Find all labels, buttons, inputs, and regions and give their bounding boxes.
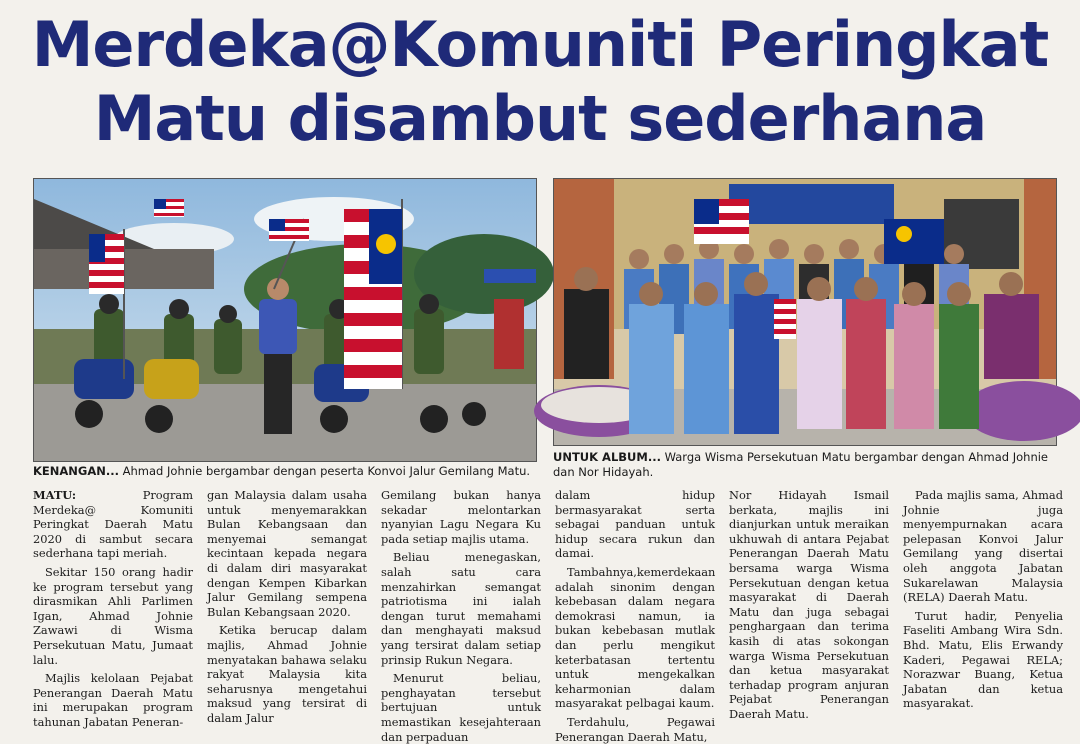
article-column-2 (207, 488, 367, 725)
headline-line-2: Matu disambut sederhana (93, 82, 987, 155)
photo-konvoi (33, 178, 537, 462)
article-paragraph: Menurut beliau, penghayatan tersebut bertujuan untuk memastikan kesejahteraan dan perpaduan (381, 671, 541, 744)
caption-group-lead: UNTUK ALBUM... (553, 450, 661, 464)
article-paragraph: Terdahulu, Pegawai Penerangan Daerah Matu, (555, 714, 715, 744)
article-paragraph: gan Malaysia dalam usaha untuk menyemarakkan Bulan Kebangsaan dan menyemai semangat kecintaan kepada negara di dalam diri masyarakat dengan Kempen Kibarkan Jalur Gemilang sempena Bulan Kebangsaan 2020. (207, 488, 367, 619)
article-column-5 (729, 488, 889, 721)
article-body (33, 488, 1063, 744)
article-column-3 (381, 488, 541, 744)
caption-group (553, 450, 1053, 480)
caption-group-text: Warga Wisma Persekutuan Matu bergambar dengan Ahmad Johnie dan Nor Hidayah. (553, 450, 1048, 479)
article-paragraph (33, 488, 193, 561)
caption-konvoi-text: Ahmad Johnie bergambar dengan peserta Konvoi Jalur Gemilang Matu. (119, 464, 531, 478)
caption-konvoi-lead: KENANGAN... (33, 464, 119, 478)
headline-line-1: Merdeka@Komuniti Peringkat (31, 8, 1049, 81)
article-paragraph: Sekitar 150 orang hadir ke program tersebut yang dirasmikan Ahli Parlimen Igan, Ahmad Johnie Zawawi di Wisma Persekutuan Matu, Jumaat lalu. (33, 564, 193, 667)
article-paragraph: Majlis kelolaan Pejabat Penerangan Daerah Matu ini merupakan program tahunan Jabatan Peneran- (33, 671, 193, 729)
article-column-4 (555, 488, 716, 744)
article-column-6 (903, 488, 1063, 710)
headline (0, 8, 1080, 156)
article-column-1 (33, 488, 193, 729)
article-paragraph: dalam hidup bermasyarakat serta sebagai panduan untuk hidup secara rukun dan damai. (555, 488, 715, 561)
paragraph-text: Program Merdeka@ Komuniti Peringkat Daerah Matu 2020 di sambut secara sederhana tapi meriah. (33, 488, 193, 561)
article-paragraph: Ketika berucap dalam majlis, Ahmad Johnie menyatakan bahawa selaku rakyat Malaysia kita seharusnya mengetahui maksud yang tersirat di dalam Jalur (207, 623, 367, 725)
article-paragraph: Tambahnya,kemerdekaan adalah sinonim dengan kebebasan dalam negara demokrasi namun, ia bukan kebebasan mutlak dan perlu mengikut keterbatasan tertentu untuk mengekalkan keharmonian dalam masyarakat pelbagai kaum. (555, 564, 716, 711)
photo-group-illustration (554, 179, 1056, 445)
article-paragraph: Turut hadir, Penyelia Faseliti Ambang Wira Sdn. Bhd. Matu, Elis Erwandy Kaderi, Pegawai RELA; Norazwar Buang, Ketua Jabatan dan ketua masyarakat. (903, 608, 1063, 711)
caption-konvoi (33, 464, 535, 479)
article-paragraph: Gemilang bukan hanya sekadar melontarkan nyanyian Lagu Negara Ku pada setiap majlis utama. (381, 488, 541, 546)
article-paragraph: Pada majlis sama, Ahmad Johnie juga menyempurnakan acara pelepasan Konvoi Jalur Gemilang yang disertai oleh anggota Jabatan Sukarelawan Malaysia (RELA) Daerah Matu. (903, 488, 1063, 605)
photo-konvoi-illustration (34, 179, 536, 461)
article-paragraph: Beliau menegaskan, salah satu cara menzahirkan semangat patriotisma ini ialah dengan turut memahami dan menghayati maksud yang tersirat dalam setiap prinsip Rukun Negara. (381, 550, 541, 667)
dateline: MATU: (33, 488, 77, 502)
article-paragraph: Nor Hidayah Ismail berkata, majlis ini dianjurkan untuk meraikan ukhuwah di antara Pejabat Penerangan Daerah Matu bersama warga Wisma Persekutuan dengan ketua masyarakat di Daerah Matu dan juga sebagai penghargaan dan terima kasih di atas sokongan warga Wisma Persekutuan dan ketua masyarakat terhadap program anjuran Pejabat Penerangan Daerah Matu. (729, 488, 889, 721)
photo-group (553, 178, 1057, 446)
